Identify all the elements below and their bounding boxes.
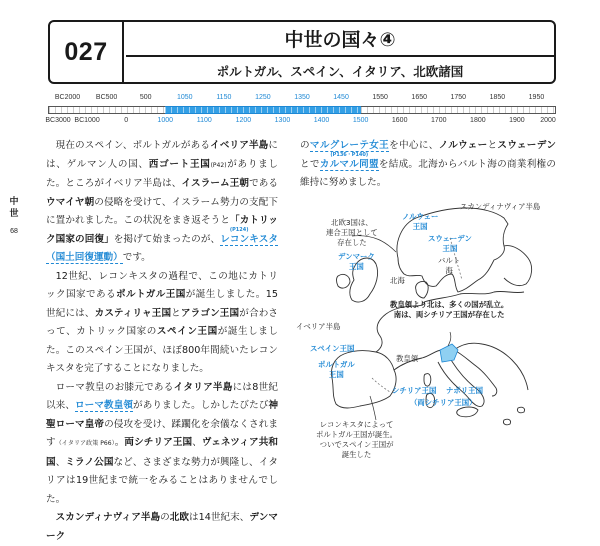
section-number: 027 [50,22,124,82]
timeline-tick-top: 1850 [489,94,506,101]
paragraph [46,137,278,268]
bold-term: ヴェネツィア共和国 [46,437,279,468]
text-run: には8世紀以来、 [46,381,279,411]
timeline-tick-bottom: 2000 [540,117,556,124]
text-run: の [160,512,170,523]
keyword-link: レコンキスタ（国土回復運動） (P124) [46,226,279,263]
bold-term: スカンディナヴィア半島 [55,512,161,523]
text-run: が誕生しました。15世紀には、 [46,289,278,319]
side-tab [3,196,25,238]
timeline-tick-top: 1350 [294,94,310,101]
timeline-tick-bottom: 1100 [196,117,212,124]
timeline-tick-bottom: 1900 [509,117,525,124]
label-naples: ナポリ王国 [446,386,483,395]
timeline-highlight [165,106,360,114]
label-norway: ノルウェー 王国 [402,212,439,231]
page-ref: (P42) [210,161,227,169]
page-title: 中世の国々④ [126,22,554,57]
bold-term: イベリア半島 [210,140,269,151]
side-chapter-label [3,196,25,220]
timeline-tick-top: BC2000 [54,94,81,101]
timeline-tick-top: 1450 [333,94,349,101]
timeline-tick-bottom: 1600 [391,117,408,124]
keyword-link: マルグレーテ女王 [309,140,390,151]
text-run: 現在のスペイン、ポルトガルがある [55,140,211,151]
text-run: には、ゲルマン人の国、 [46,140,278,170]
text-run: の侵略を受けて、イスラーム勢力の支配下に置かれました。この状況をまき返そうと [46,196,278,226]
paragraph [46,509,278,546]
timeline-tick-top: 1050 [176,94,193,101]
bold-term: 神聖ローマ皇帝 [46,400,279,430]
timeline-tick-bottom: 1800 [470,117,486,124]
text-run: を掲げて始まったのが、 [113,233,221,245]
bold-term: デンマーク [46,512,278,542]
side-chapter-char: 世 [9,209,19,219]
body-text-left [46,137,278,546]
chapter-header [48,20,556,84]
europe-map [290,194,560,460]
label-iberia: イベリア半島 [296,322,341,331]
page-ref: （イタリア政策 P66） [55,440,115,447]
timeline-tick-top: 1750 [450,94,467,101]
keyword-link: カルマル同盟 (P136・P140) [319,151,379,170]
bold-term: スウェーデン [497,140,557,151]
timeline-tick-bottom: 1500 [352,117,369,124]
paragraph [300,137,556,193]
north-note: 北欧3国は、 連合王国として 存在した [326,218,378,247]
bold-term: ミラノ公国 [65,456,114,468]
text-run: がありました。ところがイベリア半島は、 [46,158,279,189]
timeline-tick-top: 1950 [528,94,545,101]
bold-term: 西ゴート王国 [148,158,211,170]
text-run: がありました。しかしたびたび [133,400,269,411]
timeline-tick-top: 1650 [411,94,428,101]
text-run: を中心に、 [389,140,439,151]
text-run: である [249,178,279,189]
label-papal-states: 教皇領 [396,354,419,363]
bold-term: ウマイヤ朝 [46,196,95,208]
bold-term: 北欧 [169,512,189,523]
timeline-tick-bottom: 1300 [274,117,291,124]
body-text-right [300,137,556,193]
text-run: 、 [55,456,66,468]
timeline-tick-bottom: BC1000 [74,117,100,124]
bold-term: アラゴン王国 [180,307,240,319]
bold-term: イスラーム王朝 [181,178,250,189]
papal-note: 教皇領より北は、多くの国が乱立。 南は、両シチリア王国が存在した [390,300,509,319]
page-number: 68 [10,228,18,235]
text-run: ローマ教皇のお膝元である [55,381,174,393]
bold-term: イタリア半島 [173,381,233,393]
timeline-tick-top: 1550 [372,94,388,101]
timeline-tick-top: 1150 [216,94,232,101]
text-run: など、さまざまな勢力が興隆し、イタリアは19世紀まで統一をみることはありませんでした。 [46,456,279,505]
text-run: 、 [192,437,202,448]
text-run: とで [300,158,320,170]
timeline-tick-bottom: 1200 [235,117,252,124]
keyword-link: ローマ教皇領 [75,400,134,411]
text-run: が誕生しました。このスペイン王国が、ほぼ800年間続いたレコンキスタを完了することになりました。 [46,326,279,374]
timeline-tick-top: BC500 [95,94,118,101]
timeline-tick-bottom: 0 [124,117,129,124]
text-run: 。 [114,437,125,448]
timeline-tick-top: 1250 [255,94,271,101]
page-subtitle: ポルトガル、スペイン、イタリア、北欧諸国 [216,63,464,79]
reconquista-note: レコンキスタによって ポルトガル王国が誕生。 ついでスペイン王国が 誕生した [316,420,398,459]
label-denmark: デンマーク 王国 [338,252,375,271]
label-north-sea: 北海 [390,276,405,285]
timeline-tick-bottom: 1400 [313,117,330,124]
paragraph [46,379,278,510]
bold-term: 「カトリック国家の回復」 [46,215,279,245]
bold-term: ノルウェー [438,140,488,151]
text-run: は14世紀末、 [188,512,250,523]
ruby-page-ref: (P136・P140) [330,151,369,158]
bold-term: 両シチリア王国 [124,437,193,448]
bold-term: カスティリャ王国 [94,307,172,319]
text-run: が合わさって、カトリック国家の [46,307,279,337]
text-run: の [300,140,310,151]
text-run: です。 [122,252,151,263]
timeline-tick-bottom: 1000 [157,117,174,124]
text-run: と [171,307,181,319]
label-sicily: シチリア王国 [392,386,437,395]
timeline-tick-bottom: BC3000 [45,117,71,124]
label-two-sicilies: （両シチリア王国） [410,398,477,407]
label-baltic-sea: バルト 海 [438,256,461,275]
label-portugal: ポルトガル 王国 [318,360,355,379]
paragraph [46,268,278,379]
timeline-tick-top: 500 [139,94,152,101]
bold-term: ポルトガル王国 [116,289,186,300]
side-chapter-char: 中 [9,197,19,207]
label-sweden: スウェーデン 王国 [428,234,472,253]
timeline-tick-bottom: 1700 [430,117,447,124]
text-run: の侵攻を受け、蹂躙化を余儀なくされます [46,418,278,448]
text-run: 12世紀、レコンキスタの過程で、この地にカトリック国家である [46,270,278,300]
text-run: を結成。北海からバルト海の商業利権の維持に努めました。 [300,158,557,188]
label-scandinavia: スカンディナヴィア半島 [460,202,541,211]
text-run: と [487,140,498,151]
label-spain: スペイン王国 [310,344,355,353]
history-timeline [45,94,556,128]
bold-term: スペイン王国 [156,326,218,337]
